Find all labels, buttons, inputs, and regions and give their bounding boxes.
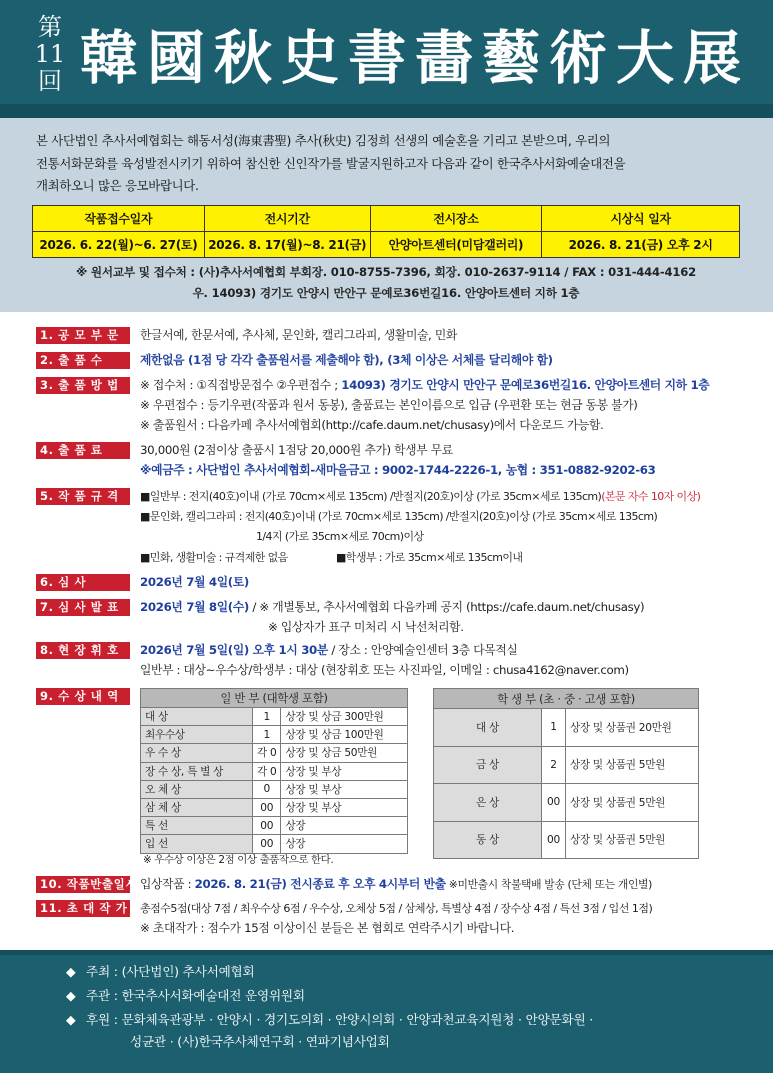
intro-line: 전통서화문화를 육성발전시키기 위하여 참신한 신인작가를 발굴지원하고자 다음과 같이 한국추사서화예술대전을 [36, 155, 626, 171]
fee-text: 30,000원 (2점이상 출품시 1점당 20,000원 추가) 학생부 무료 [140, 443, 453, 457]
address-line: 우. 14093) 경기도 안양시 만안구 문예로36번길16. 안양아트센터 지하 1층 [192, 286, 580, 300]
diamond-icon: ◆ [66, 964, 76, 979]
section-label: 11. 초 대 작 가 [36, 900, 130, 917]
award-prize: 상장 및 상금 100만원 [281, 726, 408, 744]
award-name: 장 수 상, 특 별 상 [141, 762, 253, 780]
award-count: 1 [253, 708, 281, 726]
general-header-row [141, 689, 408, 708]
award-prize: 상장 [281, 835, 408, 853]
spec-student: ■학생부 : 가로 35cm×세로 135cm이내 [336, 551, 523, 564]
entry-count-text: 제한없음 (1점 당 각각 출품원서를 제출해야 함), (3체 이상은 서체를 달리해야 함) [140, 353, 553, 367]
schedule-value-row [33, 232, 740, 258]
diamond-icon: ◆ [66, 1012, 76, 1027]
footer-organizer [66, 986, 305, 1006]
results-text: / ※ 개별통보, 추사서예협회 다음카페 공지 (https://cafe.daum.net/chusasy) [248, 600, 645, 614]
table-row [141, 708, 408, 726]
award-count: 2 [542, 746, 566, 784]
table-row [434, 746, 699, 784]
award-prize: 상장 및 부상 [281, 780, 408, 798]
spec-general-text: ■일반부 : 전지(40호)이내 (가로 70cm×세로 135cm) /반절지(20호)이상 (가로 35cm×세로 135cm) [140, 490, 602, 503]
schedule-header: 작품접수일자 [33, 206, 205, 232]
award-name: 최우수상 [141, 726, 253, 744]
postal-note: ※ 우편접수 : 등기우편(작품과 원서 동봉), 출품료는 본인이름으로 입금 (우편환 또는 현금 동봉 불가) [140, 398, 638, 412]
header-band [0, 104, 773, 118]
award-prize: 상장 및 상금 300만원 [281, 708, 408, 726]
onsite-eligibility: 일반부 : 대상~우수상/학생부 : 대상 (현장휘호 또는 사진파일, 이메일 : chusa4162@naver.com) [140, 663, 629, 677]
award-count: 00 [542, 784, 566, 822]
exhibition-title: 韓國秋史書畵藝術大展 [80, 24, 751, 92]
contact-line: ※ 원서교부 및 접수처 : (사)추사서예협회 부회장. 010-8755-7396, 회장. 010-2637-9114 / FAX : 031-444-4162 [76, 265, 696, 279]
schedule-header-row [33, 206, 740, 232]
judging-date: 2026년 7월 4일(토) [140, 575, 249, 589]
award-count: 00 [253, 835, 281, 853]
awards-note: ※ 우수상 이상은 2점 이상 출품작으로 한다. [143, 854, 334, 866]
schedule-header: 시상식 일자 [542, 206, 740, 232]
onsite-line [140, 642, 517, 659]
section-label: 6. 심 사 [36, 574, 130, 591]
footer-host [66, 962, 254, 982]
results-date: 2026년 7월 8일(수) [140, 600, 249, 614]
spec-char-count: (본문 자수 10자 이상) [601, 490, 701, 503]
table-row [141, 780, 408, 798]
student-header: 학 생 부 (초 · 중 · 고생 포함) [434, 689, 699, 709]
award-prize: 상장 및 상금 50만원 [281, 744, 408, 762]
section-label: 7. 심 사 발 표 [36, 599, 130, 616]
student-awards-table [433, 688, 699, 859]
diamond-icon: ◆ [66, 988, 76, 1003]
section-label: 3. 출 품 방 법 [36, 377, 130, 394]
results-line [140, 599, 644, 616]
award-count: 0 [253, 780, 281, 798]
award-prize: 상장 및 부상 [281, 762, 408, 780]
award-prize: 상장 [281, 817, 408, 835]
award-name: 삼 체 상 [141, 798, 253, 816]
table-row [141, 835, 408, 853]
award-prize: 상장 및 상품권 5만원 [566, 746, 699, 784]
bank-account-text: ※예금주 : 사단법인 추사서예협회-새마을금고 : 9002-1744-2226-1, 농협 : 351-0882-9202-63 [140, 463, 656, 477]
table-row [434, 784, 699, 822]
return-note: ※미반출시 착불택배 발송 (단체 또는 개인별) [445, 878, 652, 891]
categories-text: 한글서예, 한문서예, 추사체, 문인화, 캘리그라피, 생활미술, 민화 [140, 328, 457, 342]
section-label: 10. 작품반출일시 [36, 876, 130, 893]
footer [0, 950, 773, 1073]
edition-suffix: 回 [38, 67, 62, 95]
results-note: ※ 입상자가 표구 미처리 시 낙선처리함. [268, 620, 464, 634]
header-banner [0, 0, 773, 118]
award-name: 대 상 [434, 709, 542, 747]
award-name: 오 체 상 [141, 780, 253, 798]
edition-mark [30, 14, 70, 95]
schedule-value: 2026. 8. 17(월)~8. 21(금) [204, 232, 370, 258]
award-name: 우 수 상 [141, 744, 253, 762]
section-label: 2. 출 품 수 [36, 352, 130, 369]
return-line [140, 876, 652, 893]
award-count: 1 [542, 709, 566, 747]
schedule-value: 2026. 8. 21(금) 오후 2시 [542, 232, 740, 258]
award-name: 특 선 [141, 817, 253, 835]
award-count: 00 [253, 817, 281, 835]
footer-sponsor-continued: 성균관 · (사)한국추사체연구회 · 연파기념사업회 [130, 1034, 390, 1049]
sponsor-text: 후원 : 문화체육관광부 · 안양시 · 경기도의회 · 안양시의회 · 안양과천교육지원청 · 안양문화원 · [86, 1012, 594, 1027]
schedule-table [32, 205, 740, 258]
section-label: 5. 작 품 규 격 [36, 488, 130, 505]
general-awards-table [140, 688, 408, 854]
award-count: 00 [253, 798, 281, 816]
award-prize: 상장 및 상품권 5만원 [566, 821, 699, 859]
onsite-date: 2026년 7월 5일(일) 오후 1시 30분 [140, 643, 328, 657]
table-row [141, 744, 408, 762]
intro-line: 개최하오니 많은 응모바랍니다. [36, 178, 199, 193]
organizer-text: 주관 : 한국추사서화예술대전 운영위원회 [86, 988, 305, 1003]
table-row [141, 762, 408, 780]
table-row [141, 726, 408, 744]
section-label: 8. 현 장 휘 호 [36, 642, 130, 659]
award-name: 금 상 [434, 746, 542, 784]
intro-line: 본 사단법인 추사서예협회는 해동서성(海東書聖) 추사(秋史) 김정희 선생의 예술혼을 기리고 본받으며, 우리의 [36, 133, 611, 148]
schedule-header: 전시기간 [204, 206, 370, 232]
award-count: 1 [253, 726, 281, 744]
award-prize: 상장 및 상품권 5만원 [566, 784, 699, 822]
return-date: 2026. 8. 21(금) 전시종료 후 오후 4시부터 반출 [194, 877, 446, 891]
award-prize: 상장 및 상품권 20만원 [566, 709, 699, 747]
section-label: 1. 공 모 부 문 [36, 327, 130, 344]
award-prize: 상장 및 부상 [281, 798, 408, 816]
submission-line [140, 377, 709, 394]
schedule-header: 전시장소 [370, 206, 542, 232]
table-row [434, 709, 699, 747]
table-row [434, 821, 699, 859]
section-label: 4. 출 품 료 [36, 442, 130, 459]
award-count: 각 0 [253, 762, 281, 780]
student-header-row [434, 689, 699, 709]
invited-note: ※ 초대작가 : 점수가 15점 이상이신 분들은 본 협회로 연락주시기 바랍니다. [140, 921, 515, 935]
footer-sponsor [66, 1010, 593, 1030]
award-count: 각 0 [253, 744, 281, 762]
intro-section [0, 118, 773, 312]
table-row [141, 798, 408, 816]
submission-address: 14093) 경기도 안양시 만안구 문예로36번길16. 안양아트센터 지하 1층 [341, 378, 710, 392]
table-row [141, 817, 408, 835]
spec-general [140, 488, 700, 505]
submission-text: ※ 접수처 : ①직접방문접수 ②우편접수 ; [140, 378, 342, 392]
host-text: 주최 : (사단법인) 추사서예협회 [86, 964, 255, 979]
contact-info [32, 262, 740, 304]
intro-paragraph [36, 130, 742, 198]
award-name: 은 상 [434, 784, 542, 822]
section-label: 9. 수 상 내 역 [36, 688, 130, 705]
general-header: 일 반 부 (대학생 포함) [141, 689, 408, 708]
award-name: 동 상 [434, 821, 542, 859]
award-name: 입 선 [141, 835, 253, 853]
edition-number: 11 [34, 40, 66, 68]
spec-literati: ■문인화, 캘리그라피 : 전지(40호)이내 (가로 70cm×세로 135cm) /반절지(20호)이상 (가로 35cm×세로 135cm) [140, 510, 658, 523]
spec-quarter: 1/4지 (가로 35cm×세로 70cm)이상 [256, 530, 424, 543]
footer-stripe [0, 950, 773, 955]
form-download-note: ※ 출품원서 : 다음카페 추사서예협회(http://cafe.daum.net/chusasy)에서 다운로드 가능함. [140, 418, 604, 432]
schedule-value: 2026. 6. 22(월)~6. 27(토) [33, 232, 205, 258]
onsite-place: / 장소 : 안양예술인센터 3층 다목적실 [327, 643, 518, 657]
award-name: 대 상 [141, 708, 253, 726]
edition-prefix: 第 [38, 13, 62, 41]
award-count: 00 [542, 821, 566, 859]
return-prefix: 입상작품 : [140, 877, 195, 891]
invited-points: 총점수5점(대상 7점 / 최우수상 6점 / 우수상, 오체상 5점 / 삼체상, 특별상 4점 / 장수상 4점 / 특선 3점 / 입선 1점) [140, 902, 653, 915]
spec-folk: ■민화, 생활미술 : 규격제한 없음 [140, 551, 288, 564]
schedule-value: 안양아트센터(미담갤러리) [370, 232, 542, 258]
